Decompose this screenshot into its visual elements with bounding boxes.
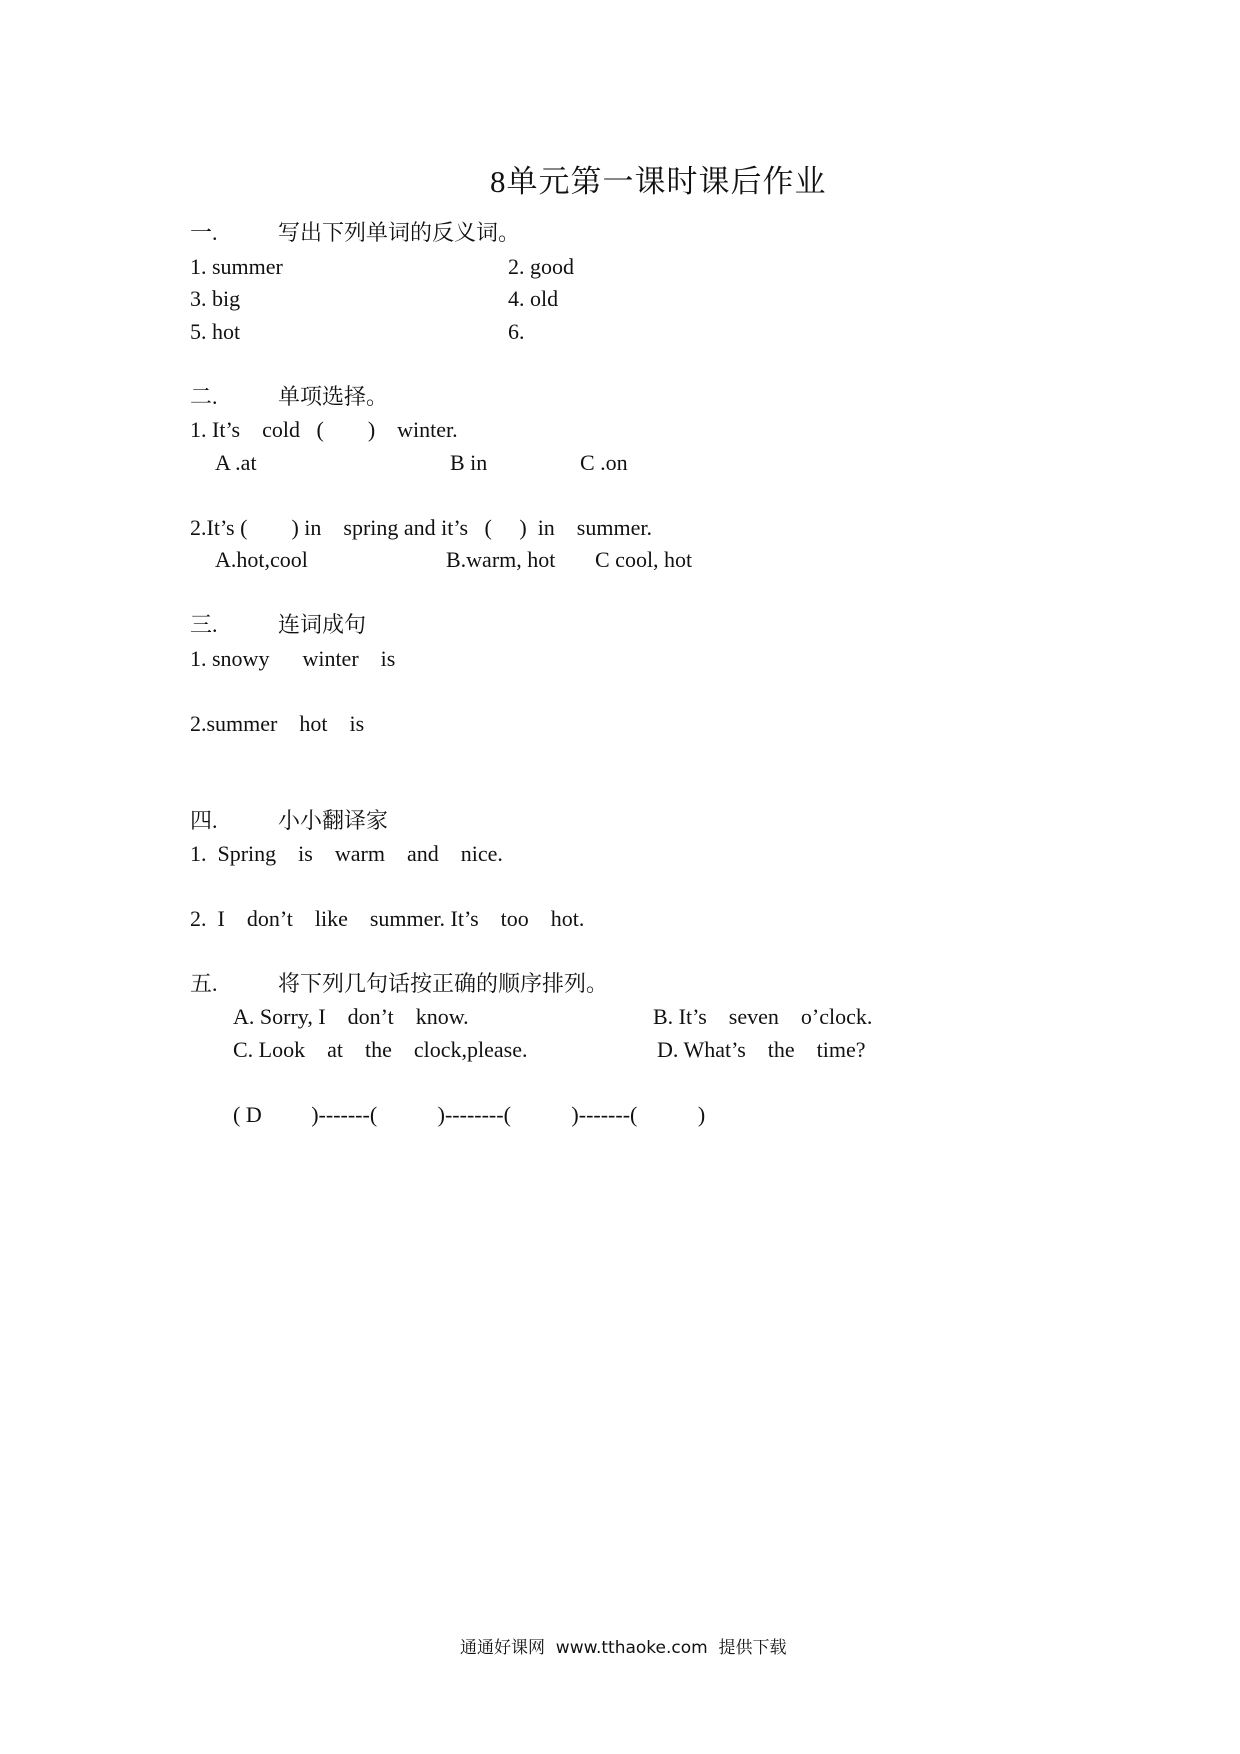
ordering-option: A. Sorry, I don’t know. <box>233 1004 469 1029</box>
section-5-heading: 将下列几句话按正确的顺序排列。 <box>278 971 609 996</box>
page-title: 8单元第一课时课后作业 <box>490 164 827 199</box>
section-4-item: 2. I don’t like summer. It’s too hot. <box>190 906 585 931</box>
section-5-number: 五. <box>190 971 218 996</box>
section-1-item: 2. good <box>508 254 574 279</box>
question-stem: 2.It’s ( ) in spring and it’s ( ) in summer. <box>190 515 652 540</box>
section-2-heading: 单项选择。 <box>278 384 389 409</box>
ordering-option: B. It’s seven o’clock. <box>653 1004 873 1029</box>
section-3-number: 三. <box>190 612 218 637</box>
ordering-option: C. Look at the clock,please. <box>233 1037 528 1062</box>
section-4-item: 1. Spring is warm and nice. <box>190 841 503 866</box>
section-3-item: 1. snowy winter is <box>190 646 396 671</box>
section-1-item: 1. summer <box>190 254 283 279</box>
section-1-item: 5. hot <box>190 319 241 344</box>
question-option: A .at <box>215 450 257 475</box>
section-1-item: 6. <box>508 319 525 344</box>
section-4-heading: 小小翻译家 <box>278 808 389 833</box>
section-3-heading: 连词成句 <box>278 612 367 637</box>
question-option: A.hot,cool <box>215 547 308 572</box>
section-1-heading: 写出下列单词的反义词。 <box>278 220 521 245</box>
question-option: C .on <box>580 450 628 475</box>
ordering-option: D. What’s the time? <box>657 1037 866 1062</box>
ordering-answer-line: ( D )-------( )--------( )-------( ) <box>233 1102 706 1127</box>
section-2-number: 二. <box>190 384 218 409</box>
section-1-number: 一. <box>190 220 218 245</box>
page-footer: 通通好课网 www.tthaoke.com 提供下载 <box>460 1638 787 1658</box>
question-option: C cool, hot <box>595 547 693 572</box>
question-option: B.warm, hot <box>446 547 556 572</box>
question-option: B in <box>450 450 488 475</box>
question-stem: 1. It’s cold ( ) winter. <box>190 417 458 442</box>
section-3-item: 2.summer hot is <box>190 711 365 736</box>
section-1-item: 3. big <box>190 286 241 311</box>
section-4-number: 四. <box>190 808 218 833</box>
section-1-item: 4. old <box>508 286 559 311</box>
